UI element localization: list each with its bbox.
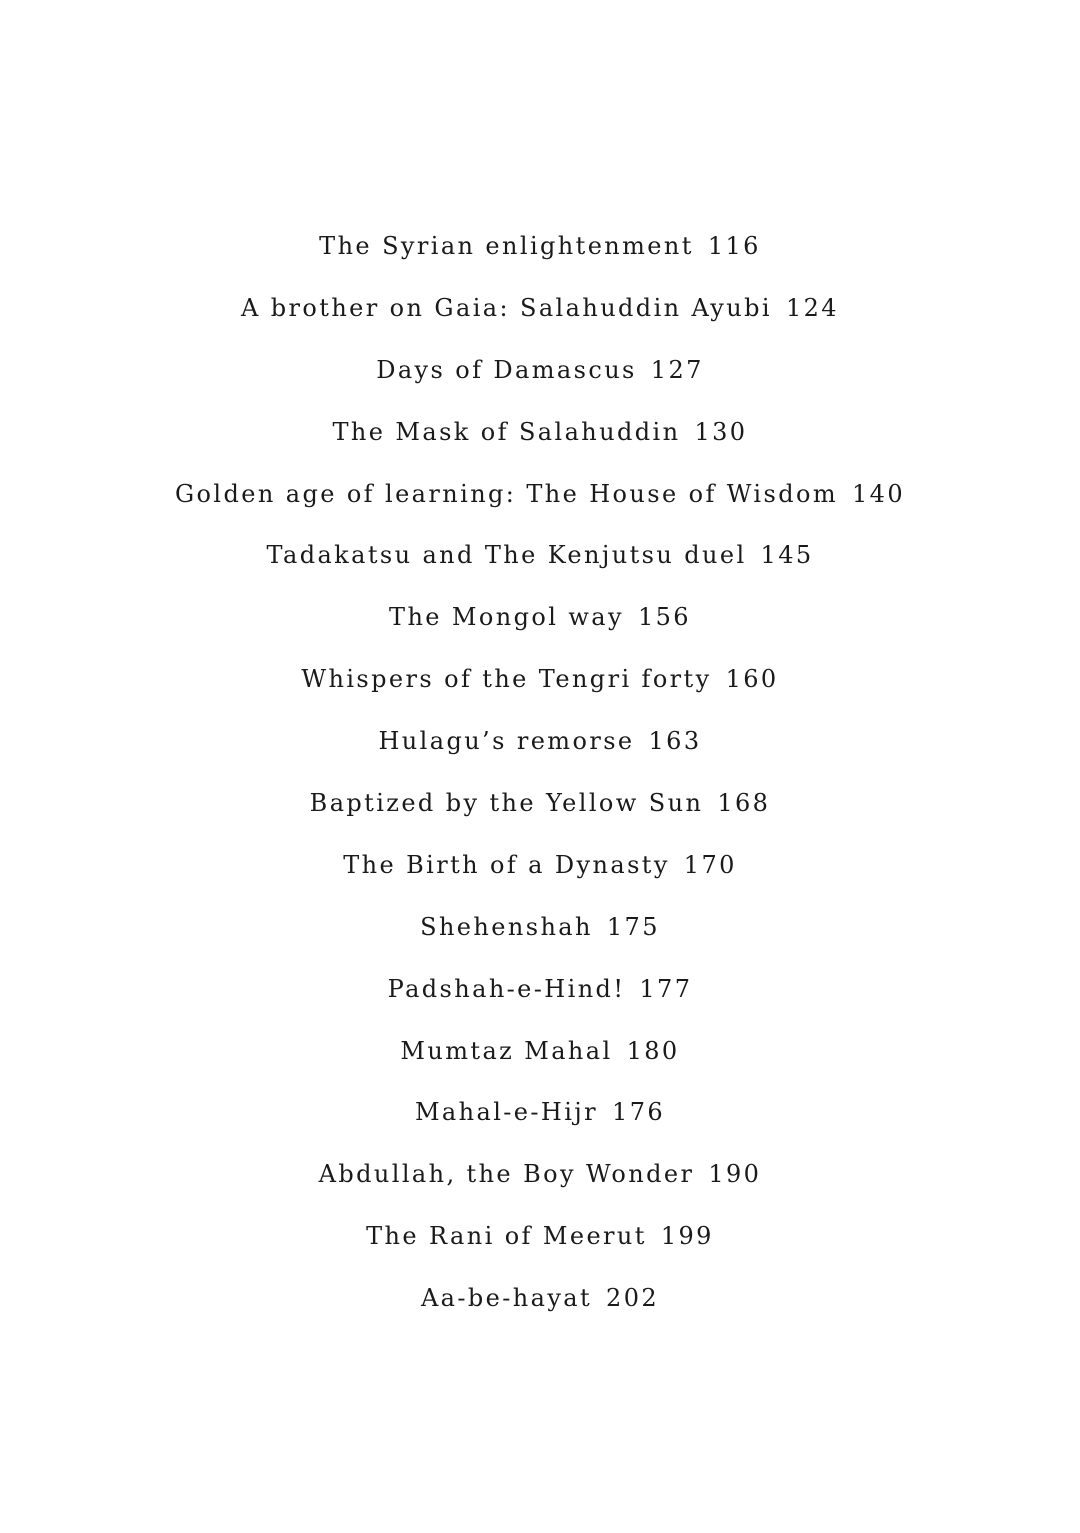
toc-entry xyxy=(0,350,1080,412)
toc-entry xyxy=(0,1154,1080,1216)
toc-entry xyxy=(0,288,1080,350)
toc-entry xyxy=(0,1278,1080,1340)
toc-entry-page: 130 xyxy=(694,417,748,446)
toc-entry-title: Hulagu’s remorse xyxy=(378,727,635,756)
toc-entry-page: 190 xyxy=(708,1160,762,1189)
toc-entry-page: 175 xyxy=(606,912,660,941)
toc-entry-page: 124 xyxy=(785,293,839,322)
toc-entry xyxy=(0,969,1080,1031)
toc-entry-title: The Mongol way xyxy=(389,603,624,632)
toc-entry-title: Days of Damascus xyxy=(376,355,637,384)
toc-entry-title: Whispers of the Tengri forty xyxy=(301,665,712,694)
toc-entry-page: 140 xyxy=(851,479,905,508)
toc-entry-title: The Mask of Salahuddin xyxy=(332,417,681,446)
toc-entry xyxy=(0,412,1080,474)
toc-entry-page: 177 xyxy=(639,974,693,1003)
toc-entry-title: A brother on Gaia: Salahuddin Ayubi xyxy=(241,293,772,322)
toc-entry-page: 180 xyxy=(626,1036,680,1065)
toc-entry-page: 163 xyxy=(648,727,702,756)
toc-entry xyxy=(0,597,1080,659)
toc-entry xyxy=(0,1092,1080,1154)
toc-entry-title: Golden age of learning: The House of Wisdom xyxy=(174,479,838,508)
toc-entry xyxy=(0,474,1080,536)
toc-entry xyxy=(0,226,1080,288)
table-of-contents xyxy=(0,226,1080,1340)
toc-entry-title: Aa-be-hayat xyxy=(420,1284,593,1313)
toc-entry xyxy=(0,845,1080,907)
toc-entry-title: Baptized by the Yellow Sun xyxy=(309,789,704,818)
toc-entry-page: 176 xyxy=(612,1098,666,1127)
toc-entry-page: 116 xyxy=(707,232,761,260)
toc-entry-title: Tadakatsu and The Kenjutsu duel xyxy=(266,541,747,570)
toc-entry-title: The Rani of Meerut xyxy=(366,1222,647,1251)
toc-entry xyxy=(0,783,1080,845)
toc-entry-title: Mumtaz Mahal xyxy=(400,1036,613,1065)
toc-entry xyxy=(0,659,1080,721)
toc-entry-page: 145 xyxy=(760,541,814,570)
toc-entry-title: Shehenshah xyxy=(420,912,593,941)
toc-entry xyxy=(0,1031,1080,1093)
toc-entry xyxy=(0,1216,1080,1278)
toc-entry-page: 160 xyxy=(725,665,779,694)
toc-entry-title: Mahal-e-Hijr xyxy=(414,1098,599,1127)
toc-entry-title: The Birth of a Dynasty xyxy=(343,850,670,879)
toc-entry xyxy=(0,721,1080,783)
toc-entry xyxy=(0,907,1080,969)
toc-entry-page: 168 xyxy=(717,789,771,818)
toc-entry-title: Abdullah, the Boy Wonder xyxy=(318,1160,695,1189)
toc-entry-page: 156 xyxy=(637,603,691,632)
toc-entry-page: 127 xyxy=(650,355,704,384)
toc-entry-page: 199 xyxy=(660,1222,714,1251)
toc-entry-title: Padshah-e-Hind! xyxy=(387,974,626,1003)
toc-entry-page: 202 xyxy=(606,1284,660,1313)
toc-entry-page: 170 xyxy=(683,850,737,879)
toc-entry-title: The Syrian enlightenment xyxy=(319,232,694,260)
toc-entry xyxy=(0,535,1080,597)
